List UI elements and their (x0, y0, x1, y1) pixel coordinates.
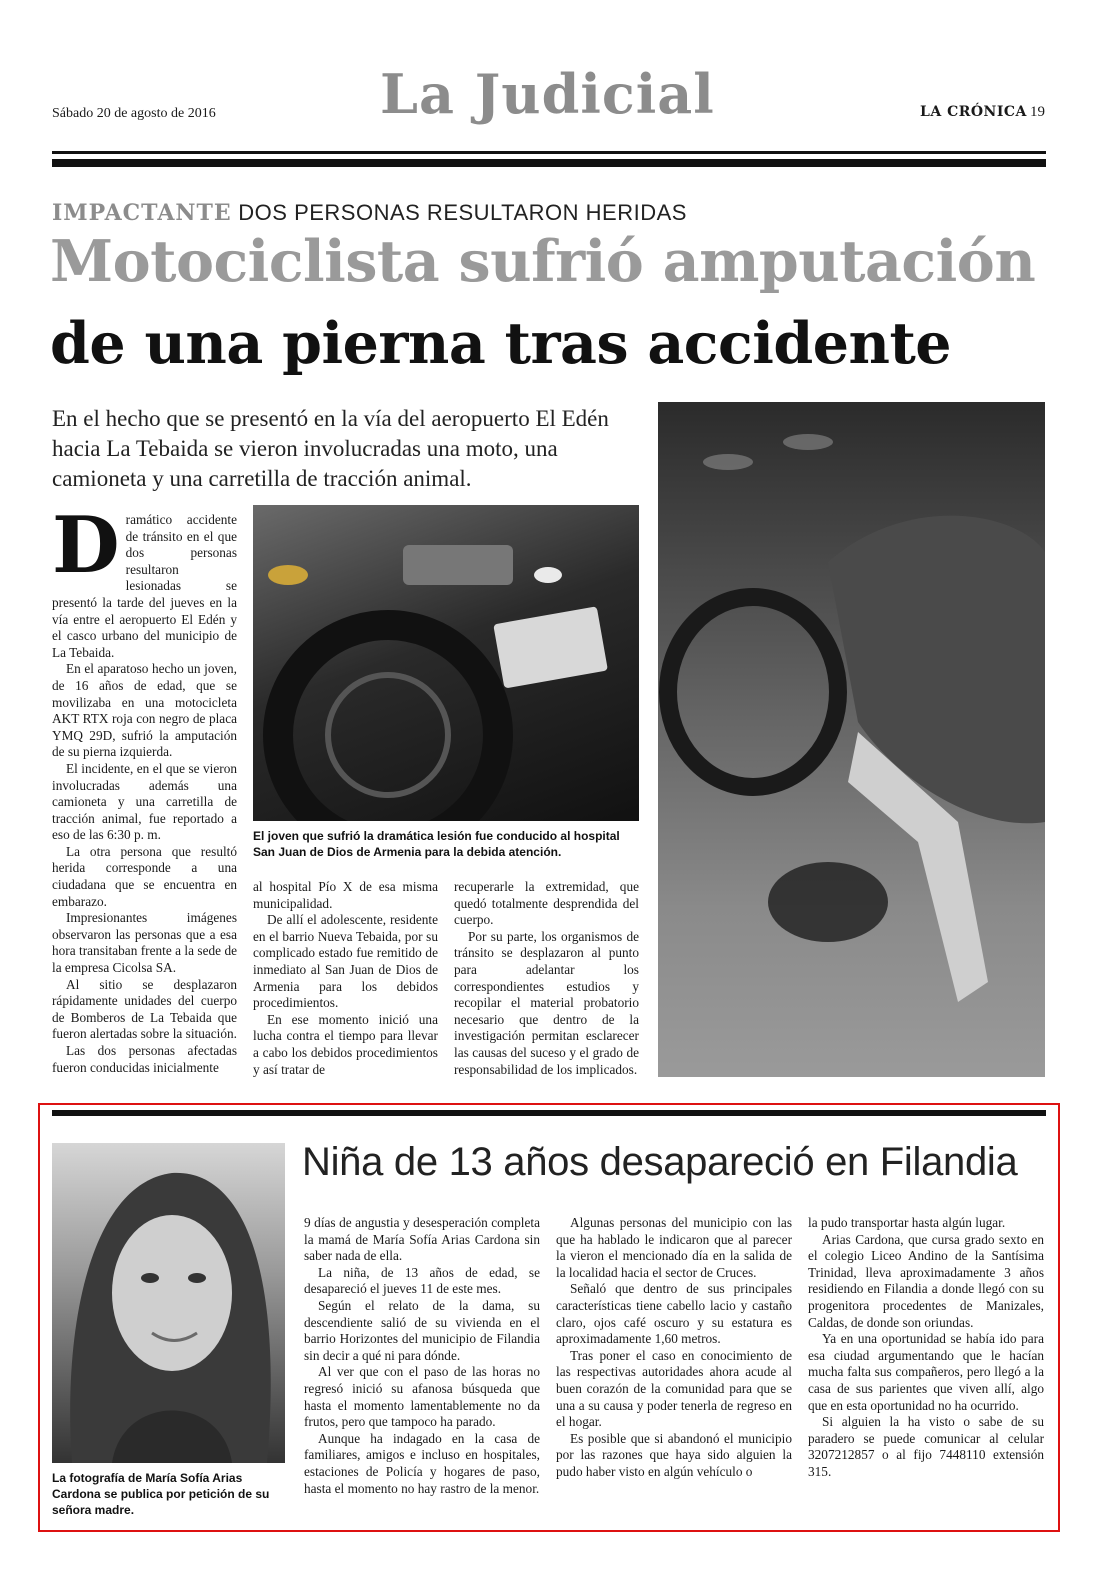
box-column-2 (556, 1215, 792, 1481)
paragraph: Ya en una oportunidad se había ido para esa ciudad argumentando que le hacían mucha falta sus compañeros, pero llegó a la casa de sus parientes que viven allí, algo que en esta oportunidad no ha ocurrido. (808, 1331, 1044, 1413)
paragraph: Impresionantes imágenes observaron las personas que a esa hora transitaban frente a la sede de la empresa Cicolsa SA. (52, 910, 237, 976)
paragraph: La niña, de 13 años de edad, se desapareció el jueves 11 de este mes. (304, 1264, 540, 1297)
story-column-2 (253, 879, 438, 1078)
paragraph: Arias Cardona, que cursa grado sexto en el colegio Liceo Andino de la Santísima Trinidad, lleva aproximadamente 3 años residiendo en Filandia a donde llegó con su progenitora procedentes de Manizales, Caldas, de donde son oriundas. (808, 1231, 1044, 1330)
paragraph: Aunque ha indagado en la casa de familiares, amigos e incluso en hospitales, estaciones de Policía y hogares de paso, hasta el momento no hay rastro de la menor. (304, 1430, 540, 1496)
box-top-rule (52, 1110, 1046, 1116)
motorcycle-rear-photo (253, 505, 639, 821)
paragraph: Es posible que si abandonó el municipio por las razones que haya sido alguien la pudo haber visto en algún vehículo o (556, 1430, 792, 1479)
story-column-1 (52, 500, 237, 1076)
kicker-label: IMPACTANTE (52, 200, 232, 226)
story-kicker (52, 200, 687, 226)
newspaper-name: LA CRÓNICA (920, 104, 1027, 120)
paragraph: Si alguien la ha visto o sabe de su paradero se puede comunicar al celular 3207212857 o al fijo 7448110 extensión 315. (808, 1414, 1044, 1479)
paragraph: Al sitio se desplazaron rápidamente unidades del cuerpo de Bomberos de La Tebaida que fueron alertadas sobre la situación. (52, 976, 237, 1042)
paragraph: Tras poner el caso en conocimiento de las respectivas autoridades ahora acude al buen corazón de la comunidad para que se una a su causa y poder tenerla de regreso en el hogar. (556, 1347, 792, 1430)
paragraph: Según el relato de la dama, su descendiente salió de su vivienda en el barrio Horizontes del municipio de Filandia sin decir a qué ni para dónde. (304, 1297, 540, 1363)
issue-date: Sábado 20 de agosto de 2016 (52, 106, 216, 121)
paragraph: En el aparatoso hecho un joven, de 16 años de edad, que se movilizaba en una motocicleta AKT RTX roja con negro de placa YMQ 29D, sufrió la amputación de su pierna izquierda. (52, 661, 237, 760)
headline-line-2: de una pierna tras accidente (50, 310, 952, 377)
box-headline: Niña de 13 años desapareció en Filandia (302, 1140, 1018, 1184)
section-title: La Judicial (380, 62, 715, 126)
paragraph: Al ver que con el paso de las horas no regresó inició su afanosa búsqueda que hasta el momento lamentablemente no da frutos, pero que tampoco ha parado. (304, 1364, 540, 1430)
crashed-motorcycle-photo (658, 402, 1045, 1077)
story-deck: En el hecho que se presentó en la vía del aeropuerto El Edén hacia La Tebaida se vieron involucradas una moto, una camioneta y una carretilla de tracción animal. (52, 406, 609, 491)
portrait-icon (52, 1143, 285, 1463)
kicker-text: DOS PERSONAS RESULTARON HERIDAS (238, 200, 687, 225)
story-column-3 (454, 879, 639, 1078)
motorcycle-wheel-icon (253, 505, 639, 821)
paragraph: Por su parte, los organismos de tránsito se desplazaron al punto para adelantar los correspondientes estudios y recopilar el material probatorio necesario que dentro de la investigación permitan esclarecer las causas del suceso y el grado de responsabilidad de los implicados. (454, 928, 639, 1077)
paragraph: recuperarle la extremidad, que quedó totalmente desprendida del cuerpo. (454, 879, 639, 928)
paragraph: ramático accidente de tránsito en el que dos personas resultaron lesionadas se presentó la tarde del jueves en la vía entre el aeropuerto El Edén y el casco urbano del municipio de La Tebaida. (52, 512, 237, 660)
paragraph: 9 días de angustia y desesperación completa la mamá de María Sofía Arias Cardona sin saber nada de ella. (304, 1215, 540, 1264)
box-column-3 (808, 1215, 1044, 1481)
crashed-motorcycle-icon (658, 402, 1045, 1077)
header-rule-thin (52, 151, 1046, 154)
portrait-caption: La fotografía de María Sofía Arias Cardona se publica por petición de su señora madre. (52, 1471, 270, 1517)
drop-cap: D (52, 500, 120, 591)
paragraph: La otra persona que resultó herida corresponde a una ciudadana que se encuentra en embarazo. (52, 843, 237, 909)
paragraph: El incidente, en el que se vieron involucradas además una camioneta y una carretilla de tracción animal, fue reportado a eso de las 6:30 p. m. (52, 760, 237, 843)
girl-portrait-photo (52, 1143, 285, 1463)
photo-caption: El joven que sufrió la dramática lesión fue conducido al hospital San Juan de Dios de Armenia para la debida atención. (253, 829, 620, 859)
paragraph: la pudo transportar hasta algún lugar. (808, 1215, 1006, 1230)
header-rule-thick (52, 159, 1046, 167)
paragraph: Señaló que dentro de sus principales características tiene cabello lacio y castaño claro, ojos café oscuro y su estatura es aproximadamente 1,60 metros. (556, 1281, 792, 1347)
page-number: 19 (1030, 104, 1045, 120)
paragraph: al hospital Pío X de esa misma municipalidad. (253, 879, 438, 911)
paragraph: Las dos personas afectadas fueron conducidas inicialmente (52, 1043, 237, 1075)
box-column-1 (304, 1215, 540, 1497)
paragraph: De allí el adolescente, residente en el barrio Nueva Tebaida, por su complicado estado fue remitido de inmediato al San Juan de Dios de Armenia para los debidos procedimientos. (253, 912, 438, 1011)
headline-line-1: Motociclista sufrió amputación (50, 228, 1036, 295)
paragraph: Algunas personas del municipio con las que ha hablado le indicaron que al parecer la vieron el mencionado día en la salida de la localidad hacia el sector de Cruces. (556, 1215, 792, 1280)
paragraph: En ese momento inició una lucha contra el tiempo para llevar a cabo los debidos procedimientos y así tratar de (253, 1011, 438, 1077)
